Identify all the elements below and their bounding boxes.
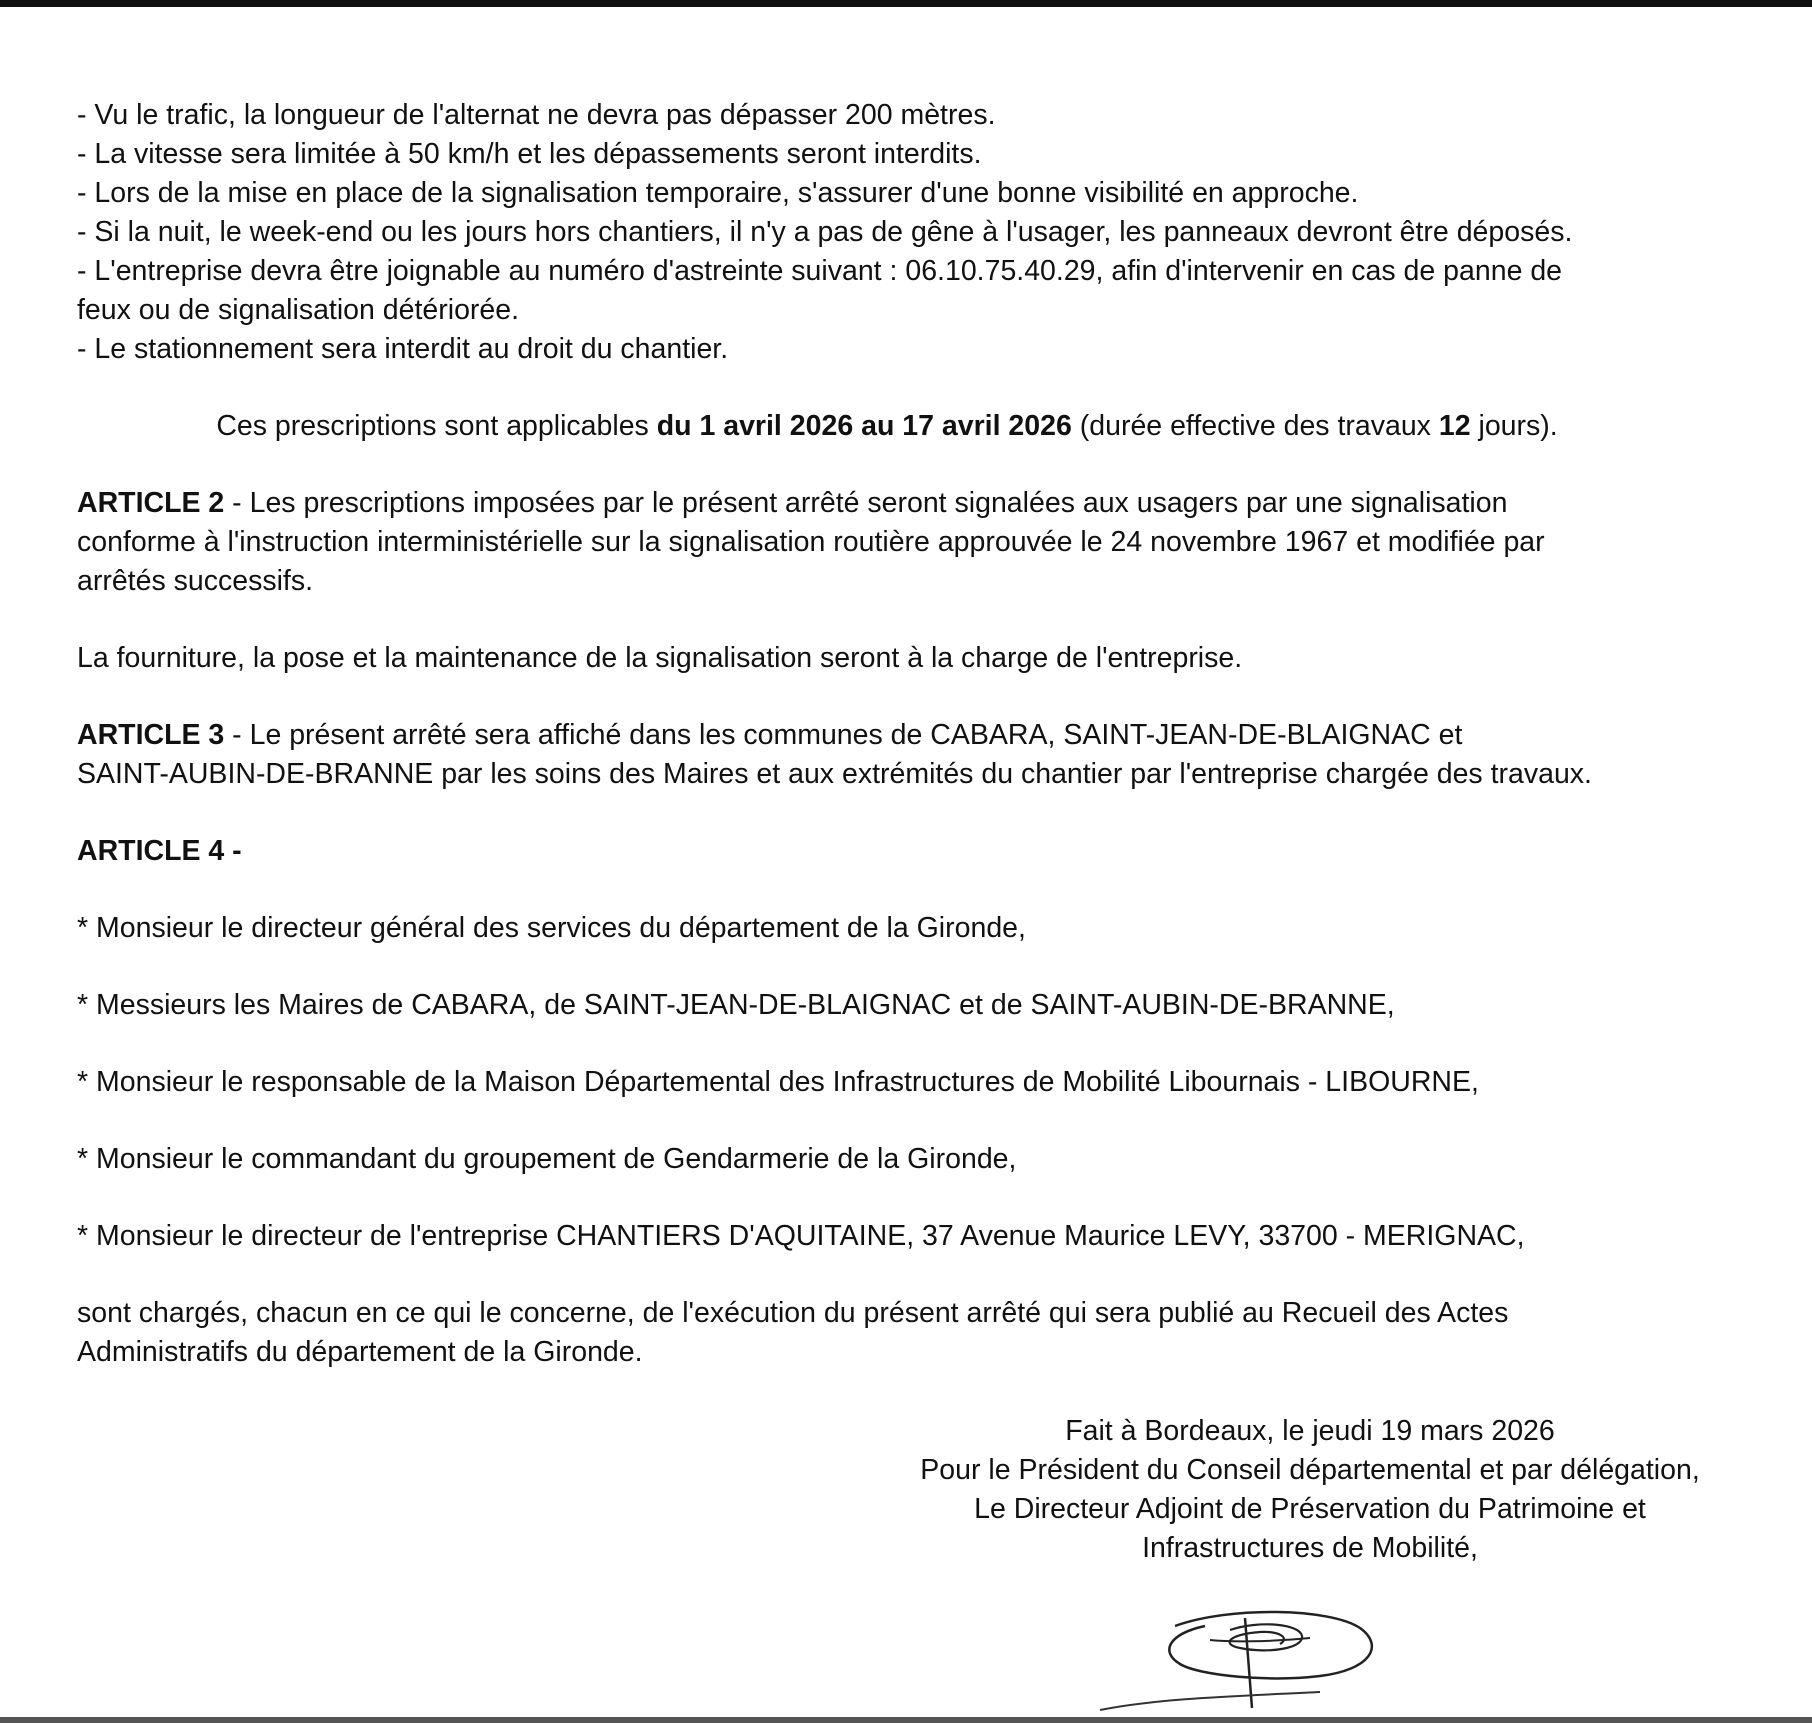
signature-date-line: Fait à Bordeaux, le jeudi 19 mars 2026 xyxy=(1065,1415,1555,1447)
recipient-item: * Monsieur le directeur de l'entreprise CHANTIERS D'AQUITAINE, 37 Avenue Maurice LEVY, 33700 - MERIGNAC, xyxy=(77,1220,1525,1252)
document-body xyxy=(77,96,1737,1372)
article-2-text: conforme à l'instruction interministérielle sur la signalisation routière approuvée le 24 novembre 1967 et modifiée par xyxy=(77,526,1545,558)
article-2-text: arrêtés successifs. xyxy=(77,565,313,597)
handwritten-signature xyxy=(1080,1598,1460,1718)
article-3-text: SAINT-AUBIN-DE-BRANNE par les soins des Maires et aux extrémités du chantier par l'entreprise chargée des travaux. xyxy=(77,758,1592,790)
prescriptions-list xyxy=(77,96,1737,369)
applicability-middle: (durée effective des travaux xyxy=(1071,410,1439,442)
list-item: - La vitesse sera limitée à 50 km/h et les dépassements seront interdits. xyxy=(77,138,982,170)
list-item: - Lors de la mise en place de la signalisation temporaire, s'assurer d'une bonne visibilité en approche. xyxy=(77,177,1359,209)
list-item: - Si la nuit, le week-end ou les jours hors chantiers, il n'y a pas de gêne à l'usager, les panneaux devront être déposés. xyxy=(77,216,1573,248)
closing-text: sont chargés, chacun en ce qui le concerne, de l'exécution du présent arrêté qui sera publié au Recueil des Actes xyxy=(77,1297,1509,1329)
signature-title-line: Infrastructures de Mobilité, xyxy=(1142,1532,1478,1564)
recipient-item: * Monsieur le directeur général des services du département de la Gironde, xyxy=(77,912,1026,944)
recipient-item: * Monsieur le commandant du groupement de Gendarmerie de la Gironde, xyxy=(77,1143,1017,1175)
article-2-text: - Les prescriptions imposées par le présent arrêté seront signalées aux usagers par une signalisation xyxy=(224,487,1508,519)
article-3-label: ARTICLE 3 xyxy=(77,719,225,751)
signature-block xyxy=(860,1412,1760,1568)
recipient-item: * Monsieur le responsable de la Maison Départemental des Infrastructures de Mobilité Libournais - LIBOURNE, xyxy=(77,1066,1479,1098)
article-3 xyxy=(77,716,1737,794)
signature-delegation-line: Pour le Président du Conseil départemental et par délégation, xyxy=(920,1454,1700,1486)
article-3-text: - Le présent arrêté sera affiché dans les communes de CABARA, SAINT-JEAN-DE-BLAIGNAC et xyxy=(224,719,1463,751)
list-item: - Le stationnement sera interdit au droit du chantier. xyxy=(77,333,729,365)
bottom-border xyxy=(0,1717,1812,1723)
closing-text: Administratifs du département de la Gironde. xyxy=(77,1336,643,1368)
article-4-label: ARTICLE 4 - xyxy=(77,835,242,867)
top-border xyxy=(0,0,1812,7)
applicability-suffix: jours). xyxy=(1470,410,1558,442)
applicability-statement xyxy=(77,407,1737,446)
applicability-days: 12 xyxy=(1438,410,1471,442)
list-item: - L'entreprise devra être joignable au numéro d'astreinte suivant : 06.10.75.40.29, afin d'intervenir en cas de panne de xyxy=(77,255,1563,287)
list-item: - Vu le trafic, la longueur de l'alternat ne devra pas dépasser 200 mètres. xyxy=(77,99,996,131)
supply-statement: La fourniture, la pose et la maintenance de la signalisation seront à la charge de l'entreprise. xyxy=(77,642,1243,674)
signature-title-line: Le Directeur Adjoint de Préservation du Patrimoine et xyxy=(974,1493,1646,1525)
recipient-item: * Messieurs les Maires de CABARA, de SAINT-JEAN-DE-BLAIGNAC et de SAINT-AUBIN-DE-BRANNE, xyxy=(77,989,1395,1021)
applicability-dates: du 1 avril 2026 au 17 avril 2026 xyxy=(656,410,1072,442)
article-2 xyxy=(77,484,1737,601)
article-2-label: ARTICLE 2 xyxy=(77,487,225,519)
applicability-prefix: Ces prescriptions sont applicables xyxy=(216,410,657,442)
list-item: feux ou de signalisation détériorée. xyxy=(77,294,520,326)
